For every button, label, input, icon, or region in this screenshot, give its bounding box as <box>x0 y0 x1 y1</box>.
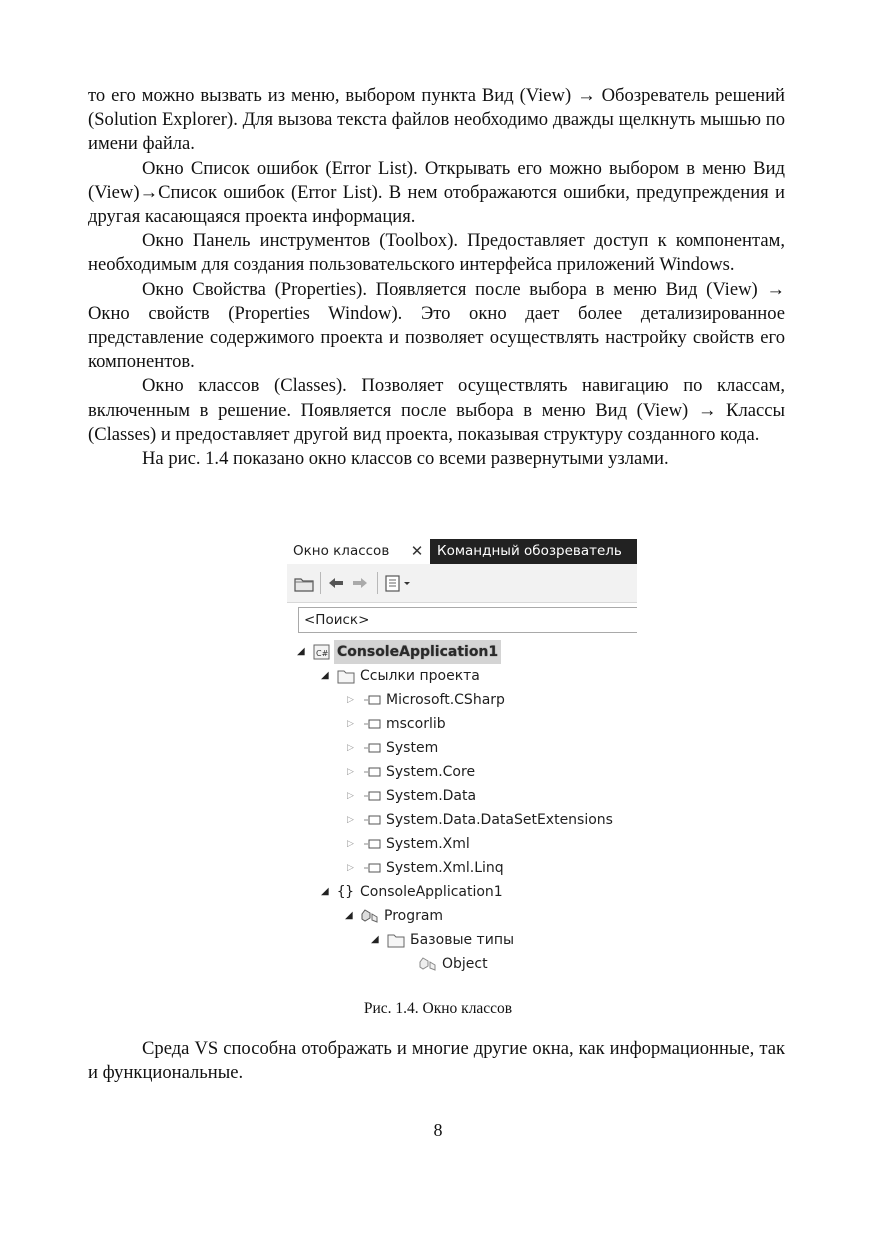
expanded-arrow-icon[interactable]: ◢ <box>371 934 379 945</box>
svg-text:C#: C# <box>316 649 329 658</box>
expanded-arrow-icon[interactable]: ◢ <box>345 910 353 921</box>
reference-icon <box>363 788 381 804</box>
back-button[interactable] <box>325 573 347 593</box>
tree-node-label: Object <box>442 956 488 972</box>
tree-node-label: ConsoleApplication1 <box>334 640 501 664</box>
tree-node[interactable] <box>371 928 631 952</box>
paragraph: На рис. 1.4 показано окно классов со всеми развернутыми узлами. <box>142 448 669 470</box>
paragraph: Окно Список ошибок (Error List). Открывать его можно выбором в меню Вид (View)→Список ошибок (Error List). В нем отображаются ошибки, предупреждения и другая касающаяся проекта информация. <box>88 157 785 228</box>
class-view-figure <box>287 537 637 982</box>
collapsed-arrow-icon[interactable]: ▷ <box>347 743 354 753</box>
csharp-project-icon <box>313 644 331 660</box>
tab-strip <box>287 537 637 564</box>
body-text <box>88 84 785 471</box>
tree-node[interactable] <box>347 784 637 808</box>
tree-node[interactable] <box>347 712 637 736</box>
folder-icon <box>337 668 355 684</box>
tree-node-label: mscorlib <box>386 716 446 732</box>
reference-icon <box>363 860 381 876</box>
tree-node[interactable] <box>347 736 637 760</box>
tab-class-view[interactable]: Окно классов <box>287 539 395 564</box>
close-icon[interactable]: ✕ <box>410 542 424 560</box>
tree-node-label: Базовые типы <box>410 932 515 948</box>
tree-node-label: System.Core <box>386 764 476 780</box>
tree-node[interactable] <box>297 640 627 664</box>
new-folder-button[interactable] <box>293 573 315 593</box>
reference-icon <box>363 836 381 852</box>
collapsed-arrow-icon[interactable]: ▷ <box>347 863 354 873</box>
reference-icon <box>363 812 381 828</box>
tree-node-label: System <box>386 740 439 756</box>
paragraph: Окно Свойства (Properties). Появляется после выбора в меню Вид (View) → Окно свойств (Properties Window). Это окно дает более детализированное представление содержимого проекта и позволяет осуществлять настройку свойств его компонентов. <box>88 278 785 373</box>
settings-list-icon <box>383 573 415 593</box>
search-input[interactable]: <Поиск> <box>298 607 637 633</box>
collapsed-arrow-icon[interactable]: ▷ <box>347 791 354 801</box>
tree-node[interactable] <box>403 952 603 976</box>
paragraph: Среда VS способна отображать и многие другие окна, как информационные, так и функциональные. <box>88 1038 785 1084</box>
arrow-left-icon <box>325 573 347 593</box>
reference-icon <box>363 740 381 756</box>
new-folder-icon <box>293 573 315 593</box>
paragraph: Окно классов (Classes). Позволяет осуществлять навигацию по классам, включенным в решение. Появляется после выбора в меню Вид (View) → Классы (Classes) и предоставляет другой вид проекта, показывая структуру созданного кода. <box>88 375 785 445</box>
collapsed-arrow-icon[interactable]: ▷ <box>347 695 354 705</box>
namespace-icon: {} <box>337 884 354 900</box>
expanded-arrow-icon[interactable]: ◢ <box>297 646 305 657</box>
tree-node[interactable] <box>347 832 637 856</box>
tree-node-label: ConsoleApplication1 <box>360 884 503 900</box>
tree-node[interactable] <box>321 664 621 688</box>
collapsed-arrow-icon[interactable]: ▷ <box>347 719 354 729</box>
settings-dropdown-button[interactable] <box>383 573 415 593</box>
collapsed-arrow-icon[interactable]: ▷ <box>347 839 354 849</box>
paragraph: то его можно вызвать из меню, выбором пункта Вид (View) → Обозреватель решений (Solution Explorer). Для вызова текста файлов необходимо дважды щелкнуть мышью по имени файла. <box>88 85 785 155</box>
collapsed-arrow-icon[interactable]: ▷ <box>347 815 354 825</box>
reference-icon <box>363 716 381 732</box>
folder-icon <box>387 932 405 948</box>
toolbar-separator <box>377 572 378 594</box>
expanded-arrow-icon[interactable]: ◢ <box>321 670 329 681</box>
paragraph: Окно Панель инструментов (Toolbox). Предоставляет доступ к компонентам, необходимым для создания пользовательского интерфейса приложений Windows. <box>88 230 785 276</box>
tree-node-label: System.Data.DataSetExtensions <box>386 812 613 828</box>
tree-node-label: Microsoft.CSharp <box>386 692 505 708</box>
figure-caption: Рис. 1.4. Окно классов <box>363 1000 513 1017</box>
tree-node-label: Program <box>384 908 444 924</box>
tree-node[interactable] <box>345 904 635 928</box>
class-icon <box>419 956 437 972</box>
tree-node-label: Ссылки проекта <box>360 668 480 684</box>
tree-node[interactable] <box>347 808 637 832</box>
tree-node[interactable] <box>321 880 631 904</box>
reference-icon <box>363 764 381 780</box>
tree-node-label: System.Xml <box>386 836 470 852</box>
collapsed-arrow-icon[interactable]: ▷ <box>347 767 354 777</box>
tree-node[interactable] <box>347 688 637 712</box>
page-number: 8 <box>433 1120 443 1140</box>
tab-team-explorer[interactable]: Командный обозреватель <box>430 539 637 564</box>
reference-icon <box>363 692 381 708</box>
toolbar-separator <box>320 572 321 594</box>
tree-node[interactable] <box>347 856 637 880</box>
tree-node-label: System.Xml.Linq <box>386 860 504 876</box>
arrow-right-icon <box>349 573 371 593</box>
expanded-arrow-icon[interactable]: ◢ <box>321 886 329 897</box>
tree-node-label: System.Data <box>386 788 477 804</box>
closing-text <box>88 1037 785 1085</box>
class-icon <box>361 908 379 924</box>
toolbar <box>287 564 637 603</box>
tree-node[interactable] <box>347 760 637 784</box>
forward-button[interactable] <box>349 573 371 593</box>
